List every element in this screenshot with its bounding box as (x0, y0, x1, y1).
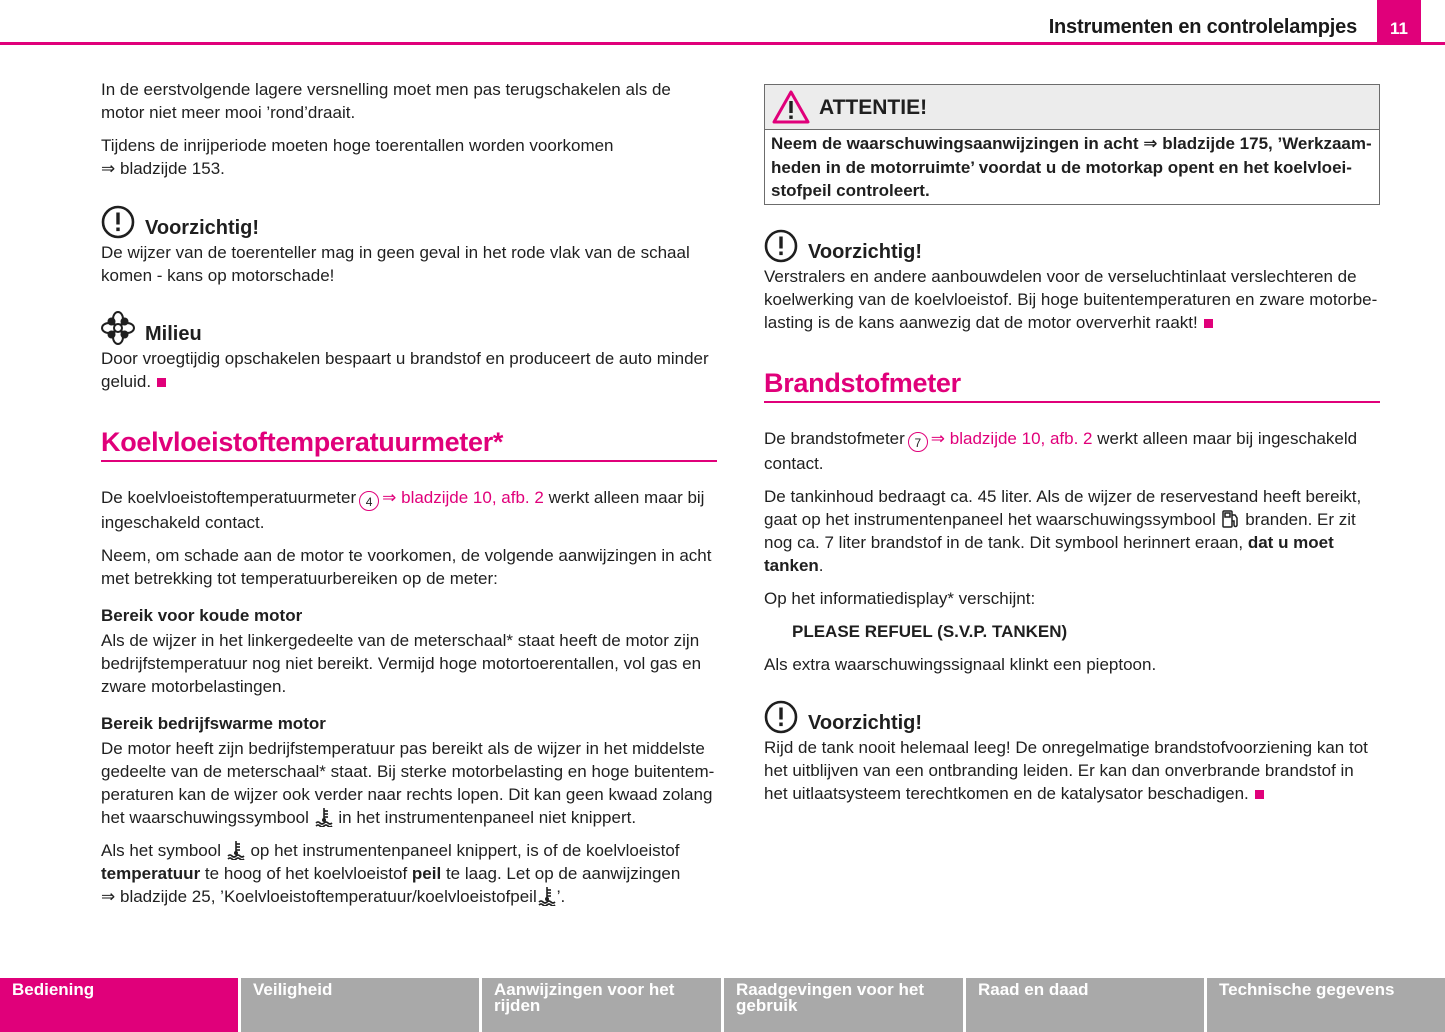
attention-box (764, 84, 1380, 205)
cold-engine-text: Als de wijzer in het linkergedeelte van de meterschaal* staat heeft de motor zijn bedrijfstemperatuur nog niet bereikt. Vermijd hoge motortoerentallen, vol gas en zware motorbelastingen. (101, 631, 702, 696)
coolant-p3-c: te hoog of het koelvloeistof (204, 864, 408, 883)
environment-text (101, 347, 717, 393)
attention-title: ATTENTIE! (819, 95, 928, 119)
tab-veiligheid[interactable]: Veiligheid (241, 978, 482, 1032)
intro-paragraph-2 (101, 134, 717, 181)
page-number-label: 11 (1390, 19, 1408, 38)
caution-icon (764, 700, 798, 734)
environment-title: Milieu (145, 323, 202, 345)
coolant-p3-bold-2: peil (411, 864, 442, 883)
caution-text-body: Verstralers en andere aanbouwdelen voor de verseluchtinlaat verslechteren de koelwerking van de koelvloeistof. Bij hoge buitentemperaturen en zware motorbe-lasting is de kans aanwezig dat de motor oververhit raakt! (764, 267, 1378, 332)
caution-text-body: Rijd de tank nooit helemaal leeg! De onregelmatige brandstofvoorziening kan tot het uitblijven van een ontbranding leiden. Er kan dan onverbrande brandstof in het uitlaatsysteem terechtkomen en de katalysator beschadigen. (764, 738, 1368, 803)
environment-text-body: Door vroegtijdig opschakelen bespaart u brandstof en produceert de auto minder geluid. (101, 349, 709, 391)
tab-technische-gegevens[interactable]: Technische gegevens (1207, 978, 1445, 1032)
page-reference-link[interactable]: bladzijde 25, ’Koelvloeistoftemperatuur/koelvloeistofpeil (119, 887, 537, 906)
caution-heading (764, 229, 1380, 263)
fuel-p2-bold: dat u moet tanken (764, 533, 1334, 575)
flower-icon (101, 311, 135, 345)
figure-reference-link[interactable]: bladzijde 10, afb. 2 (949, 429, 1093, 448)
section-title-fuel-gauge: Brandstofmeter (764, 372, 1380, 403)
fuel-p2-a: De tankinhoud bedraagt ca. 45 liter. Als de wijzer de reservestand heeft bereikt, gaat op het instrumentenpaneel het waarschuwingssymbool (764, 487, 1362, 529)
left-column (101, 78, 717, 919)
caution-title: Voorzichtig! (808, 241, 923, 263)
coolant-p3-bold-1: temperatuur (101, 864, 201, 883)
warm-engine-text-b: in het instrumentenpaneel niet knippert. (338, 808, 637, 827)
callout-number: 7 (908, 432, 928, 452)
coolant-p3-d: te laag. Let op de aanwijzingen (445, 864, 681, 883)
callout-number: 4 (359, 491, 379, 511)
header-rule (0, 42, 1445, 45)
coolant-temperature-icon (314, 807, 334, 827)
caution-text (764, 265, 1380, 334)
tab-raad-en-daad[interactable]: Raad en daad (966, 978, 1207, 1032)
coolant-temperature-icon (537, 886, 557, 906)
arrow-icon: ⇒ (930, 429, 946, 449)
tab-bediening[interactable]: Bediening (0, 978, 241, 1032)
warning-triangle-icon (771, 89, 811, 125)
fuel-p2-b: branden. Er zit nog ca. 7 liter brandstof in de tank. Dit symbool herinnert eraan, (764, 510, 1356, 552)
caution-heading (764, 700, 1380, 734)
intro-text: Tijdens de inrijperiode moeten hoge toerentallen worden voorkomen (101, 136, 614, 155)
fuel-paragraph-4: Als extra waarschuwingssignaal klinkt een pieptoon. (764, 655, 1157, 674)
caution-title: Voorzichtig! (145, 217, 260, 239)
arrow-icon: ⇒ (382, 488, 397, 508)
end-marker (1255, 790, 1264, 799)
warm-engine-text (101, 737, 717, 829)
right-column (764, 78, 1380, 815)
tab-raadgevingen[interactable]: Raadgevingen voor het gebruik (724, 978, 966, 1032)
fuel-paragraph-1 (764, 427, 1380, 475)
end-marker (157, 378, 166, 387)
figure-reference-link[interactable]: bladzijde 10, afb. 2 (401, 488, 544, 507)
page-reference-link[interactable]: bladzijde 153. (119, 159, 225, 178)
caution-icon (101, 205, 135, 239)
page-header-title: Instrumenten en controlelampjes (1048, 16, 1357, 38)
subheading-cold-engine: Bereik voor koude motor (101, 606, 303, 625)
caution-icon (764, 229, 798, 263)
arrow-icon: ⇒ (101, 887, 116, 907)
end-marker (1204, 319, 1213, 328)
caution-text (764, 736, 1380, 805)
caution-text: De wijzer van de toerenteller mag in geen geval in het rode vlak van de schaal komen - kans op motorschade! (101, 243, 690, 285)
section-title-coolant: Koelvloeistoftemperatuurmeter* (101, 431, 717, 462)
attention-text-a: Neem de waarschuwingsaanwijzingen in acht (771, 134, 1139, 153)
coolant-p3-b: op het instrumentenpaneel knippert, is of de koelvloeistof (250, 841, 680, 860)
coolant-p1-text-end: werkt alleen maar bij ingeschakeld contact. (101, 488, 705, 532)
chapter-tab-bar (0, 978, 1445, 1032)
fuel-paragraph-3: Op het informatiedisplay* verschijnt: (764, 589, 1036, 608)
arrow-icon: ⇒ (1143, 134, 1158, 154)
coolant-p1-text: De koelvloeistoftemperatuurmeter (101, 488, 357, 507)
coolant-paragraph-2: Neem, om schade aan de motor te voorkomen, de volgende aanwijzingen in acht met betrekking tot temperatuurbereiken op de meter: (101, 546, 712, 588)
display-message: PLEASE REFUEL (S.V.P. TANKEN) (792, 622, 1068, 641)
tab-aanwijzingen[interactable]: Aanwijzingen voor het rijden (482, 978, 724, 1032)
fuel-p2-end: . (818, 556, 824, 575)
coolant-temperature-icon (226, 840, 246, 860)
arrow-icon: ⇒ (101, 159, 116, 179)
attention-text (765, 130, 1379, 204)
caution-heading (101, 205, 717, 239)
coolant-paragraph-1 (101, 486, 717, 534)
intro-paragraph-1: In de eerstvolgende lagere versnelling moet men pas terugschakelen als de motor niet meer mooi ’rond’draait. (101, 80, 671, 122)
coolant-p3-a: Als het symbool (101, 841, 221, 860)
fuel-pump-icon (1220, 509, 1240, 529)
coolant-paragraph-3 (101, 839, 717, 909)
page-number (1377, 0, 1421, 45)
subheading-warm-engine: Bereik bedrijfswarme motor (101, 714, 326, 733)
fuel-paragraph-2 (764, 485, 1380, 577)
fuel-p1-text-end: werkt alleen maar bij ingeschakeld contact. (764, 429, 1358, 473)
attention-heading (765, 85, 1379, 130)
warm-engine-text-a: De motor heeft zijn bedrijfstemperatuur pas bereikt als de wijzer in het middelste gedeelte van de meterschaal* staat. Bij sterke motorbelasting en hoge buitentem-peraturen kan de wijzer ook verder naar rechts lopen. Dit kan geen kwaad zolang het waarschuwingssymbool (101, 739, 715, 827)
fuel-p1-text: De brandstofmeter (764, 429, 905, 448)
attention-reference-link[interactable]: bladzijde 175, ’Werkzaam-heden in de motorruimte’ voordat u de motorkap opent en het koelvloei-stofpeil controleert. (771, 134, 1372, 200)
coolant-p3-end: ’. (556, 887, 566, 906)
caution-title: Voorzichtig! (808, 712, 923, 734)
environment-heading (101, 311, 717, 345)
